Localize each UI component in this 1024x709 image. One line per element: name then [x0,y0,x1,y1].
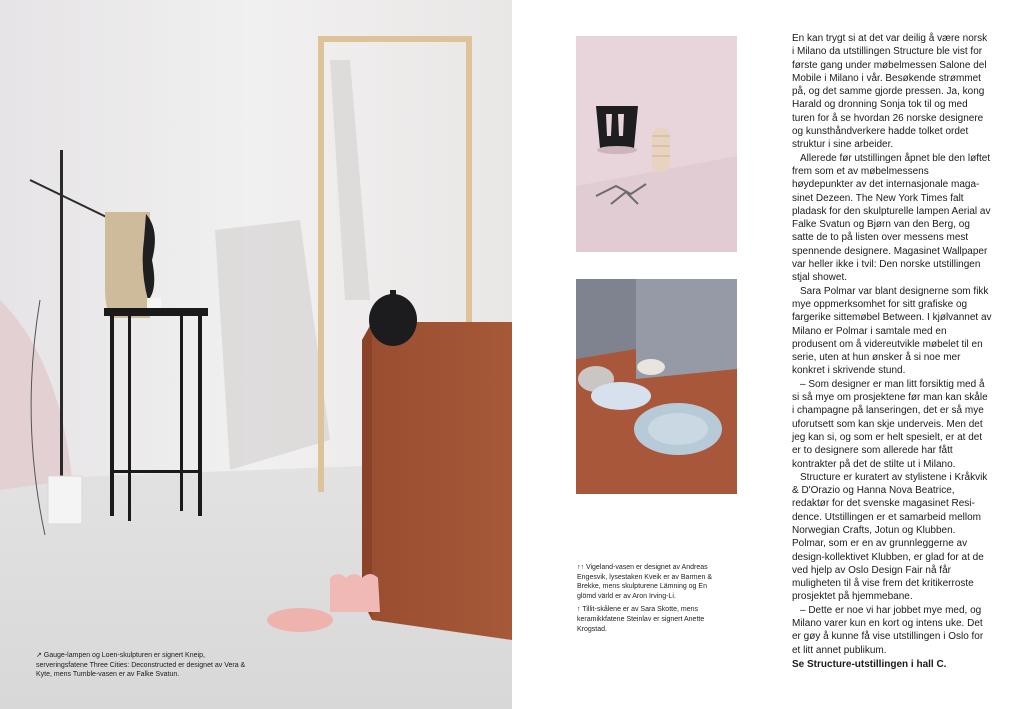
vase-still-life-photo [576,36,737,252]
ceramics-photo [576,279,737,494]
left-photo-caption [36,651,256,680]
article-paragraph-6: – Dette er noe vi har jobbet mye med, og Milano varer kun en kort og intens uke. Det er gøy å kunne få vise utstillingen i Oslo for et litt annet publikum. [792,604,984,656]
ceramics-illustration [576,279,737,494]
article-paragraph-3: Sara Polmar var blant designerne som fikk mye oppmerksomhet for sitt grafiske og fargerike sittemøbel Between. I kjølvannet av Milano er Polmar i samtale med en produsent om å videreutvikle møbelet til en serie, uten at hun ønsker å si noe mer konkret i skrivende stund. [792,285,992,377]
left-caption-text: ↗ Gauge-lampen og Loen-skulpturen er signert Kneip, serveringsfatene Three Cities: Deconstructed er designet av Vera & Kyte, mens Tumble-vasen er av Falke Svatun. [36,652,246,679]
middle-captions [577,563,717,634]
article-body [792,32,992,657]
article-closing-line: Se Structure-utstillingen i hall C. [792,659,947,670]
vase-still-life-illustration [576,36,737,252]
article-paragraph-5: Structure er kuratert av stylistene i Kråkvik & D'Orazio og Hanna Nova Beatrice, redaktør for det svenske magasinet Resi-dence. Utstillingen er et samarbeid mellom Norwegian Crafts, Jotun og Klubben. Polmar, som er en av grunnleggerne av design-kollektivet Klubben, er glad for at de ved hjelp av Oslo Design Fair nå får muligheten til å vise frem det kritikerroste prosjektet på hjemmebane. [792,471,988,603]
middle-caption-top-photo: ↑↑ Vigeland-vasen er designet av Andreas Engesvik, lysestaken Kveik er av Barmen & Brekke, mens skulpturene Lämning og En glömd värld er av Aron Irving-Li. [577,564,713,600]
article-paragraph-1: En kan trygt si at det var deilig å være norsk i Milano da utstillingen Structure ble vist for første gang under møbelmessen Salone del Mobile i Milano i vår. Besøkende strømmet på, og det samme gjorde pressen. Ja, kong Harald og dronning Sonja tok til og med turen for å se hvordan 26 norske designere og kunsthåndverkere hadde tolket ordet struktur i sine arbeider. [792,33,988,151]
middle-caption-bottom-photo: ↑ Tillit-skålene er av Sara Skotte, mens keramikkfatene Steinlav er signert Anette Krogstad. [577,606,705,633]
article-paragraph-4: – Som designer er man litt forsiktig med å si så mye om prosjektene før man kan skåle i champagne på lanseringen, det er så mye uforutsett som kan skje underveis. Men det jeg kan si, og som er helt spesielt, er at det er to designere som allerede har fått kontrakter på det de stilte ut i Milano. [792,378,988,470]
article-paragraph-2: Allerede før utstillingen åpnet ble den løftet frem som et av møbelmessens høydepunkter av det internasjonale maga-sinet Dezeen. The New York Times falt pladask for den skulpturelle lampen Aerial av Falke Svatun og Bjørn van den Berg, og satte de to på listen over messens mest spennende designere. Magasinet Wallpaper var heller ikke i tvil: Den norske utstillingen stjal showet. [792,152,991,284]
